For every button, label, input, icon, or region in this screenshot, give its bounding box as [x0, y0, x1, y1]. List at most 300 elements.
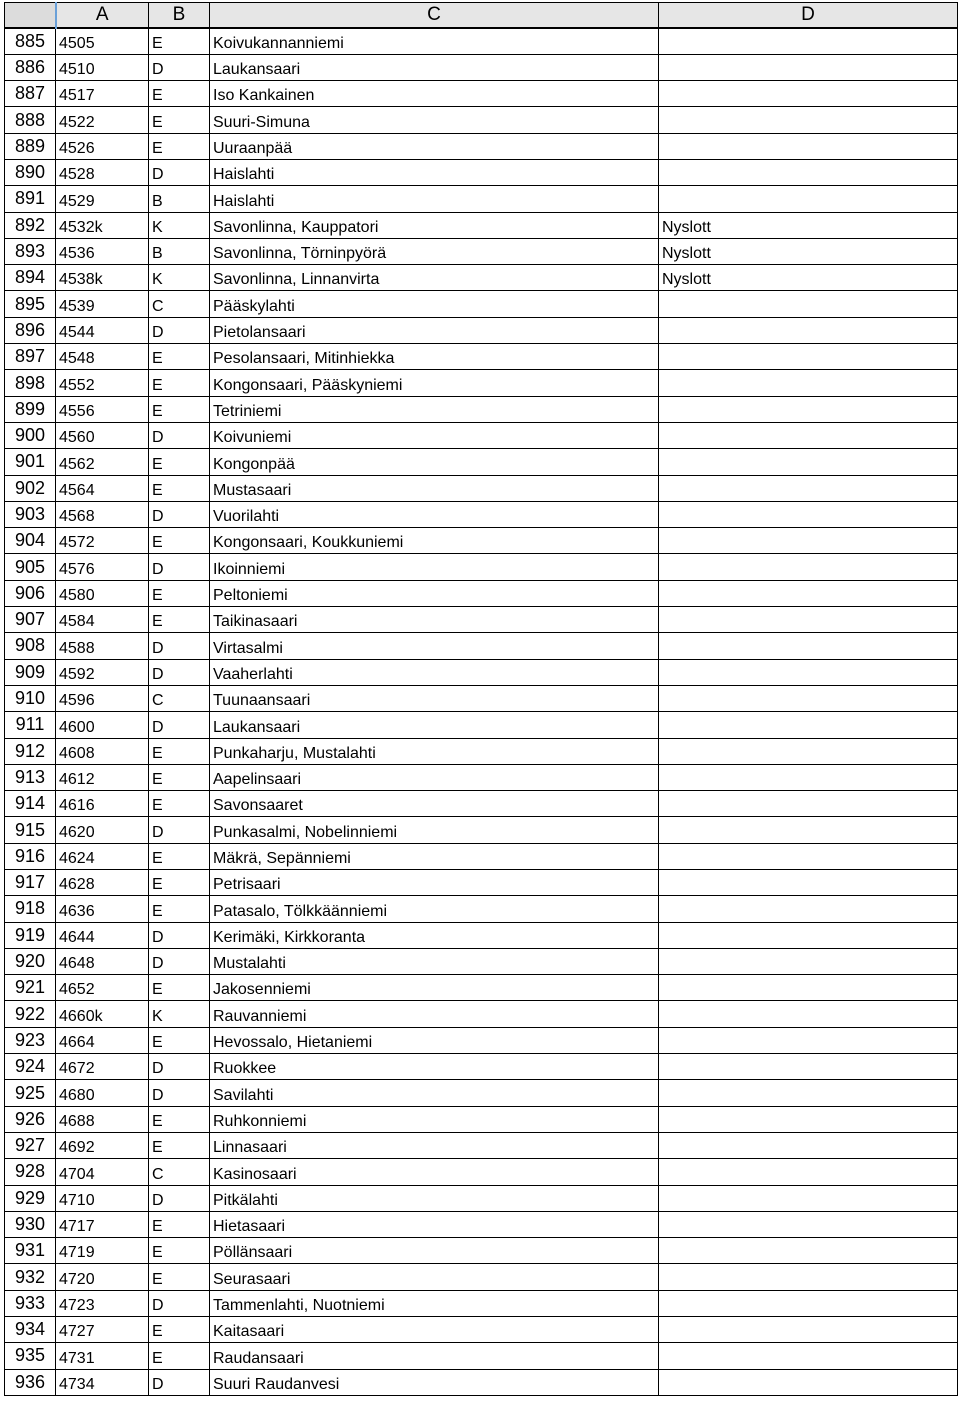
table-row: [5, 212, 958, 238]
cell-b[interactable]: D: [149, 712, 210, 738]
cell-b[interactable]: E: [149, 738, 210, 764]
row-header[interactable]: 920: [5, 948, 56, 974]
cell-b[interactable]: K: [149, 1001, 210, 1027]
cell-c[interactable]: Ikoinniemi: [210, 554, 659, 580]
cell-a[interactable]: 4528: [56, 159, 149, 185]
column-header-d[interactable]: D: [659, 3, 958, 29]
cell-a[interactable]: 4560: [56, 422, 149, 448]
cell-d[interactable]: [659, 738, 958, 764]
table-row: [5, 1264, 958, 1290]
table-row: [5, 238, 958, 264]
cell-a[interactable]: 4616: [56, 791, 149, 817]
cell-c[interactable]: Petrisaari: [210, 870, 659, 896]
cell-a[interactable]: 4544: [56, 317, 149, 343]
cell-c[interactable]: Kongonpää: [210, 449, 659, 475]
cell-b[interactable]: D: [149, 317, 210, 343]
table-row: [5, 186, 958, 212]
table-row: [5, 1290, 958, 1316]
cell-c[interactable]: Aapelinsaari: [210, 764, 659, 790]
cell-c[interactable]: Kasinosaari: [210, 1159, 659, 1185]
table-row: [5, 685, 958, 711]
cell-c[interactable]: Suuri-Simuna: [210, 107, 659, 133]
table-row: [5, 633, 958, 659]
cell-d[interactable]: [659, 607, 958, 633]
cell-b[interactable]: E: [149, 896, 210, 922]
cell-a[interactable]: 4723: [56, 1290, 149, 1316]
table-row: [5, 870, 958, 896]
cell-d[interactable]: [659, 633, 958, 659]
cell-b[interactable]: E: [149, 449, 210, 475]
cell-c[interactable]: Ruokkee: [210, 1054, 659, 1080]
table-row: [5, 81, 958, 107]
row-header[interactable]: 888: [5, 107, 56, 133]
cell-b[interactable]: E: [149, 1317, 210, 1343]
row-header[interactable]: 896: [5, 317, 56, 343]
cell-c[interactable]: Kerimäki, Kirkkoranta: [210, 922, 659, 948]
cell-a[interactable]: 4526: [56, 133, 149, 159]
row-header[interactable]: 929: [5, 1185, 56, 1211]
row-header[interactable]: 934: [5, 1317, 56, 1343]
table-row: [5, 291, 958, 317]
cell-b[interactable]: E: [149, 975, 210, 1001]
cell-b[interactable]: B: [149, 238, 210, 264]
row-header[interactable]: 890: [5, 159, 56, 185]
cell-a[interactable]: 4624: [56, 843, 149, 869]
table-row: [5, 554, 958, 580]
table-row: [5, 1106, 958, 1132]
cell-c[interactable]: Peltoniemi: [210, 580, 659, 606]
row-header[interactable]: 923: [5, 1027, 56, 1053]
cell-a[interactable]: 4596: [56, 685, 149, 711]
cell-d[interactable]: [659, 685, 958, 711]
cell-d[interactable]: [659, 1343, 958, 1369]
cell-c[interactable]: Rauvanniemi: [210, 1001, 659, 1027]
cell-b[interactable]: D: [149, 817, 210, 843]
cell-a[interactable]: 4517: [56, 81, 149, 107]
table-row: [5, 1001, 958, 1027]
cell-d[interactable]: [659, 896, 958, 922]
table-row: [5, 1211, 958, 1237]
cell-c[interactable]: Laukansaari: [210, 54, 659, 80]
table-row: [5, 501, 958, 527]
cell-d[interactable]: [659, 554, 958, 580]
cell-d[interactable]: [659, 475, 958, 501]
cell-d[interactable]: [659, 948, 958, 974]
cell-c[interactable]: Pitkälahti: [210, 1185, 659, 1211]
cell-a[interactable]: 4539: [56, 291, 149, 317]
cell-b[interactable]: D: [149, 1054, 210, 1080]
cell-b[interactable]: E: [149, 791, 210, 817]
cell-a[interactable]: 4522: [56, 107, 149, 133]
cell-c[interactable]: Tuunaansaari: [210, 685, 659, 711]
column-header-c[interactable]: C: [210, 3, 659, 29]
table-row: [5, 843, 958, 869]
cell-d[interactable]: [659, 1185, 958, 1211]
cell-b[interactable]: E: [149, 370, 210, 396]
row-header[interactable]: 935: [5, 1343, 56, 1369]
cell-a[interactable]: 4680: [56, 1080, 149, 1106]
row-header[interactable]: 904: [5, 528, 56, 554]
cell-d[interactable]: [659, 396, 958, 422]
cell-b[interactable]: E: [149, 1264, 210, 1290]
cell-a[interactable]: 4576: [56, 554, 149, 580]
cell-b[interactable]: D: [149, 422, 210, 448]
row-header[interactable]: 897: [5, 344, 56, 370]
cell-c[interactable]: Punkaharju, Mustalahti: [210, 738, 659, 764]
row-header[interactable]: 915: [5, 817, 56, 843]
cell-d[interactable]: [659, 107, 958, 133]
table-row: [5, 344, 958, 370]
cell-c[interactable]: Hevossalo, Hietaniemi: [210, 1027, 659, 1053]
cell-a[interactable]: 4600: [56, 712, 149, 738]
cell-c[interactable]: Iso Kankainen: [210, 81, 659, 107]
cell-a[interactable]: 4727: [56, 1317, 149, 1343]
cell-d[interactable]: [659, 449, 958, 475]
cell-a[interactable]: 4510: [56, 54, 149, 80]
cell-d[interactable]: [659, 1369, 958, 1395]
row-header[interactable]: 889: [5, 133, 56, 159]
row-header[interactable]: 922: [5, 1001, 56, 1027]
cell-a[interactable]: 4529: [56, 186, 149, 212]
cell-a[interactable]: 4620: [56, 817, 149, 843]
table-row: [5, 159, 958, 185]
cell-d[interactable]: [659, 1054, 958, 1080]
cell-d[interactable]: [659, 870, 958, 896]
row-header[interactable]: 910: [5, 685, 56, 711]
cell-b[interactable]: E: [149, 107, 210, 133]
cell-b[interactable]: E: [149, 344, 210, 370]
cell-c[interactable]: Vuorilahti: [210, 501, 659, 527]
row-header[interactable]: 931: [5, 1238, 56, 1264]
row-header[interactable]: 913: [5, 764, 56, 790]
row-header[interactable]: 898: [5, 370, 56, 396]
cell-b[interactable]: D: [149, 922, 210, 948]
cell-c[interactable]: Linnasaari: [210, 1132, 659, 1158]
cell-c[interactable]: Pääskylahti: [210, 291, 659, 317]
cell-c[interactable]: Savonlinna, Kauppatori: [210, 212, 659, 238]
row-header[interactable]: 919: [5, 922, 56, 948]
cell-b[interactable]: E: [149, 133, 210, 159]
cell-c[interactable]: Tammenlahti, Nuotniemi: [210, 1290, 659, 1316]
row-header[interactable]: 899: [5, 396, 56, 422]
cell-a[interactable]: 4572: [56, 528, 149, 554]
cell-a[interactable]: 4568: [56, 501, 149, 527]
cell-b[interactable]: E: [149, 475, 210, 501]
cell-a[interactable]: 4556: [56, 396, 149, 422]
row-header[interactable]: 885: [5, 28, 56, 54]
cell-d[interactable]: [659, 1264, 958, 1290]
row-header[interactable]: 930: [5, 1211, 56, 1237]
row-header[interactable]: 907: [5, 607, 56, 633]
cell-c[interactable]: Pöllänsaari: [210, 1238, 659, 1264]
cell-b[interactable]: K: [149, 212, 210, 238]
cell-d[interactable]: Nyslott: [659, 238, 958, 264]
cell-d[interactable]: [659, 1001, 958, 1027]
cell-a[interactable]: 4688: [56, 1106, 149, 1132]
table-row: [5, 1317, 958, 1343]
row-header[interactable]: 927: [5, 1132, 56, 1158]
cell-a[interactable]: 4717: [56, 1211, 149, 1237]
cell-c[interactable]: Hietasaari: [210, 1211, 659, 1237]
cell-d[interactable]: [659, 843, 958, 869]
cell-b[interactable]: E: [149, 764, 210, 790]
table-row: [5, 396, 958, 422]
table-row: [5, 528, 958, 554]
cell-a[interactable]: 4552: [56, 370, 149, 396]
cell-c[interactable]: Mäkrä, Sepänniemi: [210, 843, 659, 869]
cell-c[interactable]: Pesolansaari, Mitinhiekka: [210, 344, 659, 370]
cell-c[interactable]: Kongonsaari, Pääskyniemi: [210, 370, 659, 396]
row-header[interactable]: 908: [5, 633, 56, 659]
row-header[interactable]: 886: [5, 54, 56, 80]
cell-d[interactable]: Nyslott: [659, 212, 958, 238]
row-header[interactable]: 902: [5, 475, 56, 501]
cell-b[interactable]: E: [149, 528, 210, 554]
cell-d[interactable]: [659, 659, 958, 685]
cell-c[interactable]: Raudansaari: [210, 1343, 659, 1369]
cell-c[interactable]: Savilahti: [210, 1080, 659, 1106]
cell-a[interactable]: 4648: [56, 948, 149, 974]
cell-a[interactable]: 4580: [56, 580, 149, 606]
cell-c[interactable]: Savonlinna, Linnanvirta: [210, 265, 659, 291]
cell-a[interactable]: 4628: [56, 870, 149, 896]
row-header[interactable]: 894: [5, 265, 56, 291]
cell-c[interactable]: Jakosenniemi: [210, 975, 659, 1001]
cell-d[interactable]: [659, 817, 958, 843]
cell-d[interactable]: [659, 1132, 958, 1158]
cell-b[interactable]: D: [149, 1185, 210, 1211]
cell-d[interactable]: [659, 501, 958, 527]
cell-d[interactable]: [659, 528, 958, 554]
cell-c[interactable]: Punkasalmi, Nobelinniemi: [210, 817, 659, 843]
cell-c[interactable]: Mustalahti: [210, 948, 659, 974]
row-header[interactable]: 895: [5, 291, 56, 317]
cell-b[interactable]: C: [149, 291, 210, 317]
cell-d[interactable]: [659, 764, 958, 790]
row-header[interactable]: 917: [5, 870, 56, 896]
row-header[interactable]: 892: [5, 212, 56, 238]
table-row: [5, 1132, 958, 1158]
row-header[interactable]: 912: [5, 738, 56, 764]
row-header[interactable]: 893: [5, 238, 56, 264]
cell-c[interactable]: Kongonsaari, Koukkuniemi: [210, 528, 659, 554]
cell-b[interactable]: E: [149, 1211, 210, 1237]
cell-a[interactable]: 4592: [56, 659, 149, 685]
cell-a[interactable]: 4672: [56, 1054, 149, 1080]
cell-d[interactable]: [659, 580, 958, 606]
cell-d[interactable]: [659, 133, 958, 159]
column-header-a[interactable]: A: [56, 3, 149, 29]
row-header[interactable]: 911: [5, 712, 56, 738]
cell-c[interactable]: Vaaherlahti: [210, 659, 659, 685]
cell-a[interactable]: 4660k: [56, 1001, 149, 1027]
cell-a[interactable]: 4505: [56, 28, 149, 54]
cell-a[interactable]: 4636: [56, 896, 149, 922]
cell-a[interactable]: 4612: [56, 764, 149, 790]
cell-d[interactable]: [659, 712, 958, 738]
cell-c[interactable]: Pietolansaari: [210, 317, 659, 343]
cell-c[interactable]: Koivukannanniemi: [210, 28, 659, 54]
row-header[interactable]: 891: [5, 186, 56, 212]
cell-a[interactable]: 4719: [56, 1238, 149, 1264]
row-header[interactable]: 926: [5, 1106, 56, 1132]
cell-d[interactable]: [659, 1211, 958, 1237]
cell-a[interactable]: 4564: [56, 475, 149, 501]
cell-a[interactable]: 4562: [56, 449, 149, 475]
cell-b[interactable]: D: [149, 633, 210, 659]
cell-c[interactable]: Koivuniemi: [210, 422, 659, 448]
cell-d[interactable]: [659, 370, 958, 396]
table-row: [5, 265, 958, 291]
cell-b[interactable]: E: [149, 1132, 210, 1158]
cell-d[interactable]: [659, 1290, 958, 1316]
cell-b[interactable]: C: [149, 1159, 210, 1185]
sheet-body: [5, 28, 958, 1395]
cell-c[interactable]: Uuraanpää: [210, 133, 659, 159]
cell-a[interactable]: 4710: [56, 1185, 149, 1211]
cell-b[interactable]: D: [149, 1290, 210, 1316]
cell-c[interactable]: Mustasaari: [210, 475, 659, 501]
cell-a[interactable]: 4588: [56, 633, 149, 659]
cell-c[interactable]: Ruhkonniemi: [210, 1106, 659, 1132]
cell-c[interactable]: Taikinasaari: [210, 607, 659, 633]
cell-a[interactable]: 4720: [56, 1264, 149, 1290]
cell-a[interactable]: 4608: [56, 738, 149, 764]
table-row: [5, 133, 958, 159]
cell-c[interactable]: Seurasaari: [210, 1264, 659, 1290]
cell-b[interactable]: E: [149, 396, 210, 422]
cell-b[interactable]: C: [149, 685, 210, 711]
cell-a[interactable]: 4532k: [56, 212, 149, 238]
cell-c[interactable]: Savonsaaret: [210, 791, 659, 817]
table-row: [5, 1369, 958, 1395]
cell-c[interactable]: Tetriniemi: [210, 396, 659, 422]
cell-b[interactable]: E: [149, 607, 210, 633]
row-header[interactable]: 933: [5, 1290, 56, 1316]
select-all-corner[interactable]: [5, 3, 56, 29]
table-row: [5, 791, 958, 817]
row-header[interactable]: 905: [5, 554, 56, 580]
cell-c[interactable]: Savonlinna, Törninpyörä: [210, 238, 659, 264]
cell-a[interactable]: 4692: [56, 1132, 149, 1158]
row-header[interactable]: 932: [5, 1264, 56, 1290]
cell-a[interactable]: 4548: [56, 344, 149, 370]
cell-b[interactable]: D: [149, 159, 210, 185]
cell-d[interactable]: [659, 422, 958, 448]
table-row: [5, 28, 958, 54]
cell-d[interactable]: [659, 28, 958, 54]
cell-b[interactable]: D: [149, 1080, 210, 1106]
cell-d[interactable]: [659, 1238, 958, 1264]
table-row: [5, 1343, 958, 1369]
cell-a[interactable]: 4704: [56, 1159, 149, 1185]
cell-b[interactable]: E: [149, 1106, 210, 1132]
cell-b[interactable]: D: [149, 554, 210, 580]
cell-d[interactable]: [659, 1317, 958, 1343]
cell-b[interactable]: D: [149, 54, 210, 80]
cell-d[interactable]: [659, 975, 958, 1001]
cell-d[interactable]: [659, 1080, 958, 1106]
cell-d[interactable]: [659, 317, 958, 343]
cell-b[interactable]: E: [149, 28, 210, 54]
cell-a[interactable]: 4731: [56, 1343, 149, 1369]
cell-b[interactable]: D: [149, 948, 210, 974]
table-row: [5, 317, 958, 343]
cell-b[interactable]: D: [149, 659, 210, 685]
table-row: [5, 1054, 958, 1080]
cell-b[interactable]: E: [149, 843, 210, 869]
row-header[interactable]: 906: [5, 580, 56, 606]
cell-d[interactable]: [659, 291, 958, 317]
row-header[interactable]: 925: [5, 1080, 56, 1106]
row-header[interactable]: 900: [5, 422, 56, 448]
cell-c[interactable]: Haislahti: [210, 186, 659, 212]
row-header[interactable]: 921: [5, 975, 56, 1001]
cell-b[interactable]: B: [149, 186, 210, 212]
cell-b[interactable]: E: [149, 1238, 210, 1264]
cell-a[interactable]: 4652: [56, 975, 149, 1001]
row-header[interactable]: 909: [5, 659, 56, 685]
cell-d[interactable]: [659, 81, 958, 107]
cell-d[interactable]: [659, 1106, 958, 1132]
cell-c[interactable]: Laukansaari: [210, 712, 659, 738]
cell-d[interactable]: [659, 344, 958, 370]
table-row: [5, 738, 958, 764]
row-header[interactable]: 916: [5, 843, 56, 869]
cell-b[interactable]: K: [149, 265, 210, 291]
row-header[interactable]: 928: [5, 1159, 56, 1185]
column-header-b[interactable]: B: [149, 3, 210, 29]
cell-d[interactable]: [659, 791, 958, 817]
cell-d[interactable]: [659, 1159, 958, 1185]
row-header[interactable]: 903: [5, 501, 56, 527]
cell-b[interactable]: E: [149, 1027, 210, 1053]
cell-a[interactable]: 4584: [56, 607, 149, 633]
cell-d[interactable]: [659, 1027, 958, 1053]
cell-d[interactable]: [659, 54, 958, 80]
row-header[interactable]: 901: [5, 449, 56, 475]
cell-c[interactable]: Patasalo, Tölkkäänniemi: [210, 896, 659, 922]
table-row: [5, 712, 958, 738]
cell-c[interactable]: Virtasalmi: [210, 633, 659, 659]
cell-c[interactable]: Haislahti: [210, 159, 659, 185]
cell-a[interactable]: 4644: [56, 922, 149, 948]
cell-b[interactable]: E: [149, 580, 210, 606]
row-header[interactable]: 936: [5, 1369, 56, 1395]
cell-a[interactable]: 4536: [56, 238, 149, 264]
row-header[interactable]: 918: [5, 896, 56, 922]
cell-c[interactable]: Suuri Raudanvesi: [210, 1369, 659, 1395]
cell-d[interactable]: [659, 186, 958, 212]
row-header[interactable]: 924: [5, 1054, 56, 1080]
cell-d[interactable]: [659, 922, 958, 948]
cell-a[interactable]: 4734: [56, 1369, 149, 1395]
table-row: [5, 1159, 958, 1185]
cell-d[interactable]: [659, 159, 958, 185]
cell-b[interactable]: D: [149, 1369, 210, 1395]
row-header[interactable]: 914: [5, 791, 56, 817]
cell-d[interactable]: Nyslott: [659, 265, 958, 291]
cell-c[interactable]: Kaitasaari: [210, 1317, 659, 1343]
table-row: [5, 475, 958, 501]
cell-b[interactable]: E: [149, 81, 210, 107]
cell-a[interactable]: 4538k: [56, 265, 149, 291]
cell-b[interactable]: E: [149, 1343, 210, 1369]
row-header[interactable]: 887: [5, 81, 56, 107]
cell-b[interactable]: D: [149, 501, 210, 527]
cell-b[interactable]: E: [149, 870, 210, 896]
cell-a[interactable]: 4664: [56, 1027, 149, 1053]
